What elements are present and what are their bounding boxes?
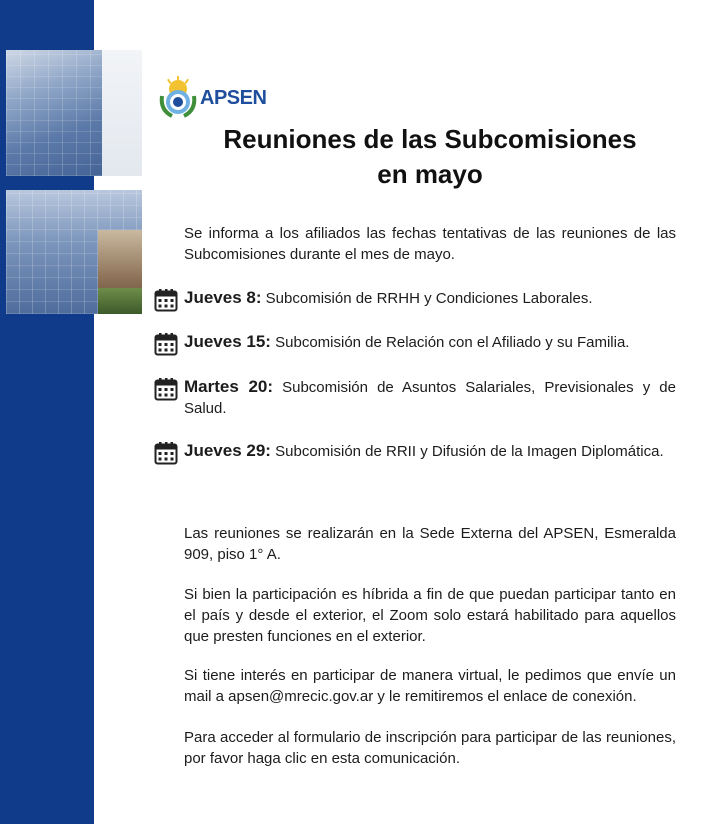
- event-day: Martes 20:: [184, 377, 274, 396]
- building-photo-bottom: [6, 190, 142, 314]
- brand-name: APSEN: [200, 86, 267, 109]
- title-line-1: Reuniones de las Subcomisiones: [223, 124, 637, 154]
- event-description: Subcomisión de Relación con el Afiliado y su Familia.: [275, 334, 630, 351]
- calendar-icon: [154, 377, 178, 401]
- virtual-text: Si tiene interés en participar de manera virtual, le pedimos que envíe un mail a apsen@mrecic.gov.ar y le remitiremos el enlace de conexión.: [184, 667, 676, 705]
- page-title: [160, 122, 700, 192]
- event-item: [154, 331, 676, 353]
- event-item: [154, 440, 676, 462]
- intro-paragraph: [184, 223, 676, 265]
- calendar-icon: [154, 332, 178, 356]
- form-paragraph[interactable]: [184, 727, 676, 769]
- event-description: Subcomisión de RRHH y Condiciones Laborales.: [265, 290, 593, 307]
- sede-text: Las reuniones se realizarán en la Sede Externa del APSEN, Esmeralda 909, piso 1° A.: [184, 525, 676, 563]
- event-day: Jueves 15:: [184, 332, 271, 351]
- event-description: Subcomisión de RRII y Difusión de la Imagen Diplomática.: [275, 443, 664, 460]
- calendar-icon: [154, 441, 178, 465]
- intro-text: Se informa a los afiliados las fechas tentativas de las reuniones de las Subcomisiones durante el mes de mayo.: [184, 225, 676, 263]
- event-item: [154, 376, 676, 419]
- title-line-2: en mayo: [377, 159, 483, 189]
- virtual-paragraph: [184, 665, 676, 707]
- event-day: Jueves 29:: [184, 441, 271, 460]
- hybrid-text: Si bien la participación es híbrida a fin de que puedan participar tanto en el país y desde el exterior, el Zoom solo estará habilitado para aquellos que presten funciones en el exterior.: [184, 586, 676, 645]
- hybrid-paragraph: [184, 584, 676, 647]
- event-item: [154, 287, 676, 309]
- sede-paragraph: [184, 523, 676, 565]
- building-photo-top: [6, 50, 142, 176]
- event-description: Subcomisión de Asuntos Salariales, Previsionales y de Salud.: [184, 379, 676, 417]
- calendar-icon: [154, 288, 178, 312]
- apsen-emblem-icon: [156, 76, 200, 120]
- event-day: Jueves 8:: [184, 288, 262, 307]
- form-link-text[interactable]: Para acceder al formulario de inscripción para participar de las reuniones, por favor haga clic en esta comunicación.: [184, 729, 676, 767]
- apsen-logo: [156, 76, 266, 120]
